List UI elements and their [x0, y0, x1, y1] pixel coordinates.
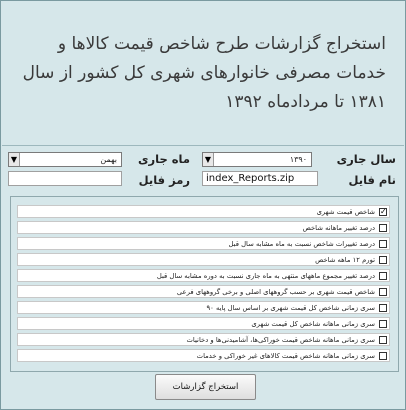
filename-label: نام فایل — [348, 173, 396, 187]
report-option-6[interactable]: شاخص قیمت شهری بر حسب گروههای اصلی و برخی گروههای فرعی — [17, 285, 390, 298]
month-select-value: بهمن — [100, 155, 117, 164]
page-title: استخراج گزارشات طرح شاخص قیمت کالاها و خدمات مصرفی خانوارهای شهری کل کشور از سال ۱۳۸۱ تا مردادماه ۱۳۹۲ — [22, 34, 386, 112]
report-checkbox[interactable] — [379, 240, 387, 248]
report-checkbox[interactable] — [379, 352, 387, 360]
year-label: سال جاری — [336, 152, 396, 166]
year-select-value: ۱۳۹۰ — [289, 155, 307, 164]
password-field[interactable] — [8, 171, 122, 186]
report-checkbox[interactable] — [379, 336, 387, 344]
report-checkbox[interactable] — [379, 272, 387, 280]
report-option-9[interactable]: سری زمانی ماهانه شاخص قیمت خوراکی‌ها، آشامیدنی‌ها و دخانیات — [17, 333, 390, 346]
month-select[interactable] — [8, 152, 122, 167]
report-checkbox[interactable] — [379, 304, 387, 312]
report-checkbox[interactable] — [379, 256, 387, 264]
extract-reports-button[interactable]: استخراج گزارشات — [155, 374, 256, 400]
report-option-1[interactable]: ✓ شاخص قیمت شهری — [17, 205, 390, 218]
chevron-down-icon: ▼ — [203, 153, 214, 166]
report-option-4[interactable]: تورم ۱۲ ماهه شاخص — [17, 253, 390, 266]
report-list — [10, 196, 399, 372]
report-option-7[interactable]: سری زمانی شاخص کل قیمت شهری بر اساس سال پایه ۹۰ — [17, 301, 390, 314]
report-checkbox[interactable] — [379, 224, 387, 232]
filename-field[interactable]: index_Reports.zip — [202, 171, 318, 186]
report-option-2[interactable]: درصد تغییر ماهانه شاخص — [17, 221, 390, 234]
report-checkbox[interactable] — [379, 288, 387, 296]
report-option-5[interactable]: درصد تغییر مجموع ماههای منتهی به ماه جاری نسبت به دوره مشابه سال قبل — [17, 269, 390, 282]
chevron-down-icon: ▼ — [9, 153, 20, 166]
report-option-3[interactable]: درصد تغییرات شاخص نسبت به ماه مشابه سال قبل — [17, 237, 390, 250]
report-form — [2, 146, 404, 409]
report-option-8[interactable]: سری زمانی ماهانه شاخص کل قیمت شهری — [17, 317, 390, 330]
password-label: رمز فایل — [138, 173, 190, 187]
month-label: ماه جاری — [138, 152, 190, 166]
report-checkbox-checked[interactable]: ✓ — [380, 207, 387, 216]
header-panel — [2, 2, 404, 146]
report-checkbox[interactable] — [379, 320, 387, 328]
report-option-10[interactable]: سری زمانی ماهانه شاخص قیمت کالاهای غیر خوراکی و خدمات — [17, 349, 390, 362]
year-select[interactable] — [202, 152, 312, 167]
